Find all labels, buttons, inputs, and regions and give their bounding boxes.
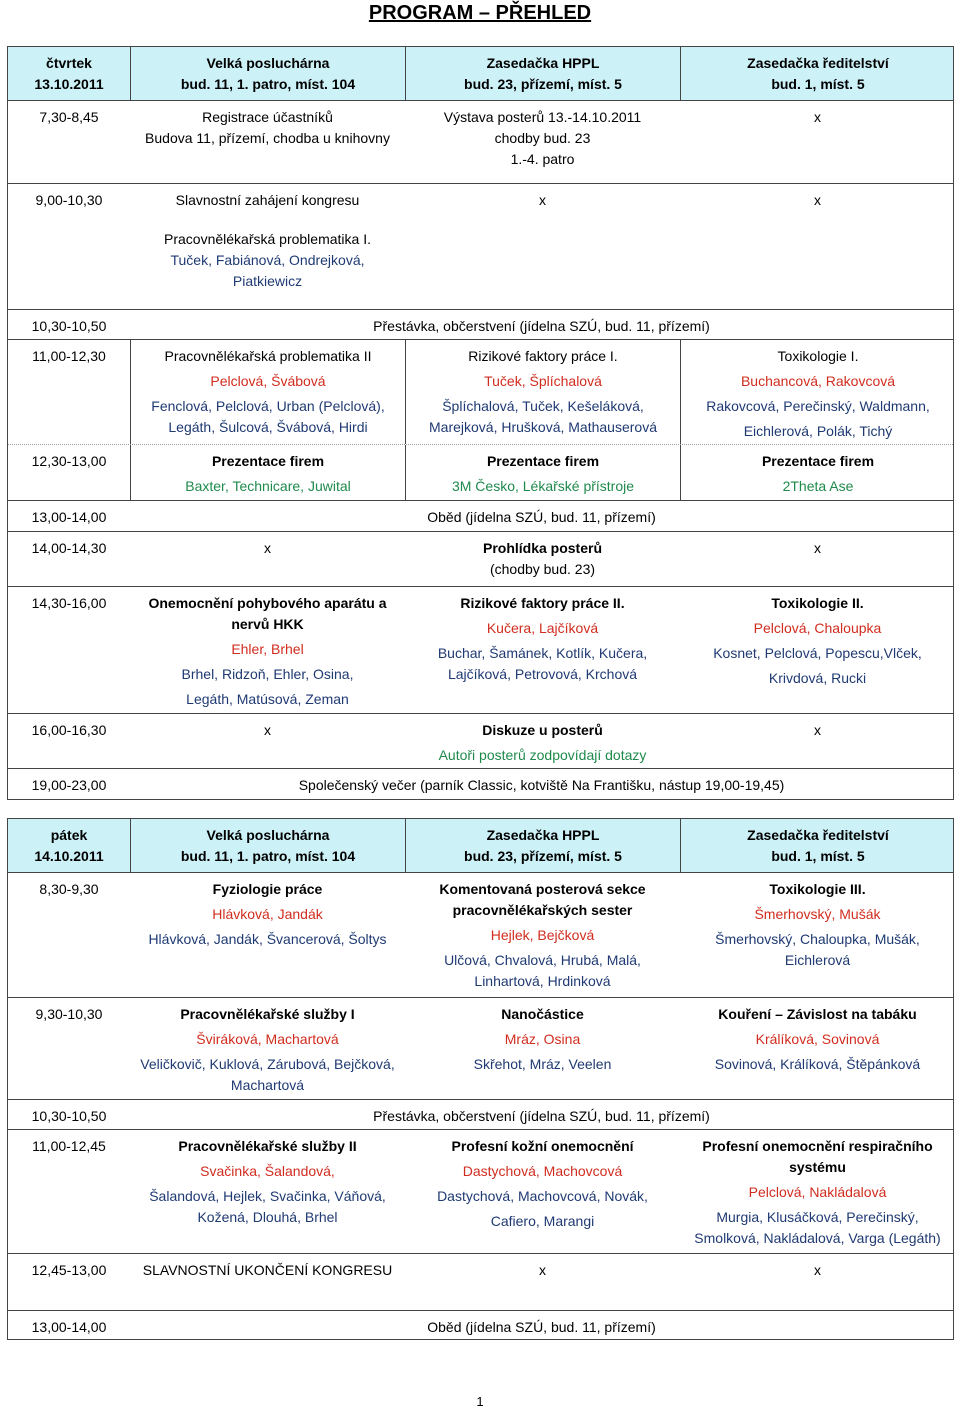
empty-marker: x: [264, 722, 271, 738]
session-location: 1.-4. patro: [510, 151, 575, 167]
session-chairs: Dastychová, Machovcová: [462, 1163, 623, 1179]
session-chairs: Pelclová, Chaloupka: [753, 620, 882, 636]
time-slot: 13,00-14,00: [31, 1319, 107, 1335]
room-location: bud. 11, 1. patro, míst. 104: [180, 848, 356, 864]
session-speakers: Legáth, Šulcová, Švábová, Hirdi: [168, 419, 368, 435]
empty-marker: x: [814, 109, 821, 125]
session-title: pracovnělékařských sester: [452, 902, 633, 918]
company-list: Baxter, Technicare, Juwital: [185, 478, 351, 494]
session-speakers: Tuček, Fabiánová, Ondrejková,: [170, 252, 365, 268]
room-name: Zasedačka HPPL: [486, 827, 600, 843]
session-title: Fyziologie práce: [212, 881, 323, 897]
session-chairs: Svačinka, Šalandová,: [200, 1163, 335, 1179]
room-location: bud. 11, 1. patro, míst. 104: [180, 76, 356, 92]
lunch-text: Oběd (jídelna SZÚ, bud. 11, přízemí): [427, 509, 656, 525]
session-title: Kouření – Závislost na tabáku: [718, 1006, 917, 1022]
session-speakers: Linhartová, Hrdinková: [474, 973, 611, 989]
session-title: Rizikové faktory práce I.: [468, 348, 618, 364]
day-date: 14.10.2011: [34, 848, 104, 864]
session-speakers: Eichlerová, Polák, Tichý: [743, 423, 893, 439]
session-speakers: Kožená, Dlouhá, Brhel: [197, 1209, 338, 1225]
session-note: Autoři posterů zodpovídají dotazy: [438, 747, 647, 763]
session-title: Onemocnění pohybového aparátu a: [148, 595, 387, 611]
break-row: [8, 1099, 953, 1129]
time-slot: 11,00-12,45: [32, 1138, 106, 1154]
session-speakers: Rakovcová, Perečinský, Waldmann,: [706, 398, 930, 414]
session-speakers: Machartová: [230, 1077, 305, 1093]
time-slot: 9,30-10,30: [35, 1006, 103, 1022]
session-title: Toxikologie I.: [777, 348, 859, 364]
session-title: Prezentace firem: [211, 453, 325, 469]
session-speakers: Krivdová, Rucki: [768, 670, 867, 686]
lunch-text: Oběd (jídelna SZÚ, bud. 11, přízemí): [427, 1319, 656, 1335]
friday-header: [8, 819, 953, 873]
session-speakers: Kosnet, Pelclová, Popescu,Vlček,: [713, 645, 922, 661]
session-speakers: Fenclová, Pelclová, Urban (Pelclová),: [151, 398, 385, 414]
session-title: nervů HKK: [231, 616, 304, 632]
thursday-table: [7, 46, 954, 800]
empty-marker: x: [814, 722, 821, 738]
session-title: Komentovaná posterová sekce: [439, 881, 646, 897]
empty-marker: x: [814, 1262, 821, 1278]
time-slot: 10,30-10,50: [31, 318, 107, 334]
session-speakers: Dastychová, Machovcová, Novák,: [437, 1188, 648, 1204]
session-chairs: Pelclová, Nakládalová: [748, 1184, 887, 1200]
evening-row: [8, 768, 953, 799]
session-chairs: Buchancová, Rakovcová: [740, 373, 896, 389]
room-name: Velká posluchárna: [206, 55, 330, 71]
room-location: bud. 23, přízemí, míst. 5: [464, 76, 622, 92]
page-title: PROGRAM – PŘEHLED: [368, 2, 592, 24]
session-location: chodby bud. 23: [494, 130, 591, 146]
closing-row: [8, 1253, 953, 1310]
empty-marker: x: [814, 192, 821, 208]
schedule-row: [8, 997, 953, 1099]
company-list: 2Theta Ase: [782, 478, 854, 494]
room-name: Velká posluchárna: [206, 827, 330, 843]
session-title: Pracovnělékařská problematika I.: [164, 231, 371, 247]
session-chairs: Tuček, Šplíchalová: [484, 373, 602, 389]
friday-table: [7, 818, 954, 1340]
schedule-row: [8, 873, 953, 997]
session-speakers: Brhel, Ridzoň, Ehler, Osina,: [181, 666, 354, 682]
session-title: Profesní kožní onemocnění: [451, 1138, 634, 1154]
session-title: Profesní onemocnění respiračního: [702, 1138, 933, 1154]
evening-text: Společenský večer (parník Classic, kotviště Na Františku, nástup 19,00-19,45): [298, 777, 785, 793]
empty-marker: x: [539, 1262, 546, 1278]
session-chairs: Hlávková, Jandák: [212, 906, 323, 922]
schedule-row: [8, 101, 953, 183]
session-chairs: Mráz, Osina: [504, 1031, 581, 1047]
session-speakers: Smolková, Nakládalová, Varga (Legáth): [694, 1230, 941, 1246]
session-speakers: Veličkovič, Kuklová, Zárubová, Bejčková,: [140, 1056, 395, 1072]
day-date: 13.10.2011: [34, 76, 104, 92]
session-speakers: Sovinová, Králíková, Štěpánková: [714, 1056, 921, 1072]
session-chairs: Šmerhovský, Mušák: [754, 906, 881, 922]
schedule-row: [8, 339, 953, 444]
session-title: Toxikologie II.: [771, 595, 864, 611]
session-title: Diskuze u posterů: [482, 722, 603, 738]
page-number: 1: [476, 1394, 484, 1409]
time-slot: 11,00-12,30: [32, 348, 106, 364]
time-slot: 7,30-8,45: [39, 109, 99, 125]
lunch-row: [8, 500, 953, 531]
session-title: Slavnostní zahájení kongresu: [175, 192, 360, 208]
room-location: bud. 1, míst. 5: [771, 848, 865, 864]
schedule-row: [8, 444, 953, 500]
session-speakers: Buchar, Šamánek, Kotlík, Kučera,: [437, 645, 648, 661]
time-slot: 16,00-16,30: [31, 722, 107, 738]
session-speakers: Marejková, Hrušková, Mathauserová: [429, 419, 657, 435]
session-speakers: Cafiero, Marangi: [490, 1213, 595, 1229]
session-speakers: Šmerhovský, Chaloupka, Mušák,: [715, 931, 920, 947]
time-slot: 13,00-14,00: [31, 509, 107, 525]
session-chairs: Ehler, Brhel: [231, 641, 304, 657]
session-speakers: Šplíchalová, Tuček, Kešeláková,: [442, 398, 644, 414]
session-chairs: Šviráková, Machartová: [196, 1031, 339, 1047]
session-title: systému: [789, 1159, 846, 1175]
break-text: Přestávka, občerstvení (jídelna SZÚ, bud. 11, přízemí): [373, 1108, 710, 1124]
session-title: Pracovnělékařská problematika II: [164, 348, 372, 364]
session-chairs: Pelclová, Švábová: [210, 373, 326, 389]
time-slot: 12,30-13,00: [31, 453, 107, 469]
session-title: Prohlídka posterů: [482, 540, 603, 556]
schedule-row: [8, 531, 953, 586]
empty-marker: x: [539, 192, 546, 208]
session-title: Pracovnělékařské služby II: [178, 1138, 357, 1154]
session-speakers: Ulčová, Chvalová, Hrubá, Malá,: [444, 952, 641, 968]
session-speakers: Murgia, Klusáčková, Perečinský,: [716, 1209, 919, 1225]
time-slot: 9,00-10,30: [35, 192, 103, 208]
schedule-row: [8, 713, 953, 768]
session-speakers: Hlávková, Jandák, Švancerová, Šoltys: [148, 931, 387, 947]
session-speakers: Eichlerová: [784, 952, 851, 968]
session-chairs: Kučera, Lajčíková: [486, 620, 599, 636]
time-slot: 14,00-14,30: [31, 540, 107, 556]
session-speakers: Skřehot, Mráz, Veelen: [473, 1056, 612, 1072]
session-title: Registrace účastníků: [202, 109, 333, 125]
session-speakers: Lajčíková, Petrovová, Krchová: [447, 666, 638, 682]
session-location: (chodby bud. 23): [489, 561, 596, 577]
session-title: Rizikové faktory práce II.: [460, 595, 625, 611]
lunch-row: [8, 1310, 953, 1339]
session-title: SLAVNOSTNÍ UKONČENÍ KONGRESU: [142, 1262, 393, 1278]
schedule-row: [8, 1129, 953, 1253]
thursday-header: [8, 47, 953, 101]
room-name: Zasedačka HPPL: [486, 55, 600, 71]
session-speakers: Legáth, Matúsová, Zeman: [186, 691, 349, 707]
room-location: bud. 23, přízemí, míst. 5: [464, 848, 622, 864]
empty-marker: x: [264, 540, 271, 556]
session-location: Budova 11, přízemí, chodba u knihovny: [145, 130, 390, 146]
session-title: Prezentace firem: [486, 453, 600, 469]
session-title: Výstava posterů 13.-14.10.2011: [443, 109, 642, 125]
time-slot: 14,30-16,00: [31, 595, 107, 611]
break-text: Přestávka, občerstvení (jídelna SZÚ, bud. 11, přízemí): [373, 318, 710, 334]
day-label: pátek: [50, 827, 88, 843]
session-title: Nanočástice: [501, 1006, 584, 1022]
session-title: Prezentace firem: [761, 453, 875, 469]
time-slot: 19,00-23,00: [31, 777, 107, 793]
time-slot: 10,30-10,50: [31, 1108, 107, 1124]
schedule-row: [8, 183, 953, 309]
time-slot: 8,30-9,30: [39, 881, 99, 897]
room-name: Zasedačka ředitelství: [747, 827, 889, 843]
break-row: [8, 309, 953, 339]
session-speakers: Piatkiewicz: [232, 273, 303, 289]
room-location: bud. 1, míst. 5: [771, 76, 865, 92]
session-chairs: Králíková, Sovinová: [755, 1031, 880, 1047]
session-speakers: Šalandová, Hejlek, Svačinka, Váňová,: [149, 1188, 386, 1204]
company-list: 3M Česko, Lékařské přístroje: [451, 478, 635, 494]
empty-marker: x: [814, 540, 821, 556]
session-chairs: Hejlek, Bejčková: [490, 927, 595, 943]
session-title: Pracovnělékařské služby I: [180, 1006, 355, 1022]
session-title: Toxikologie III.: [769, 881, 866, 897]
schedule-row: [8, 586, 953, 713]
day-label: čtvrtek: [46, 55, 92, 71]
time-slot: 12,45-13,00: [31, 1262, 107, 1278]
room-name: Zasedačka ředitelství: [747, 55, 889, 71]
